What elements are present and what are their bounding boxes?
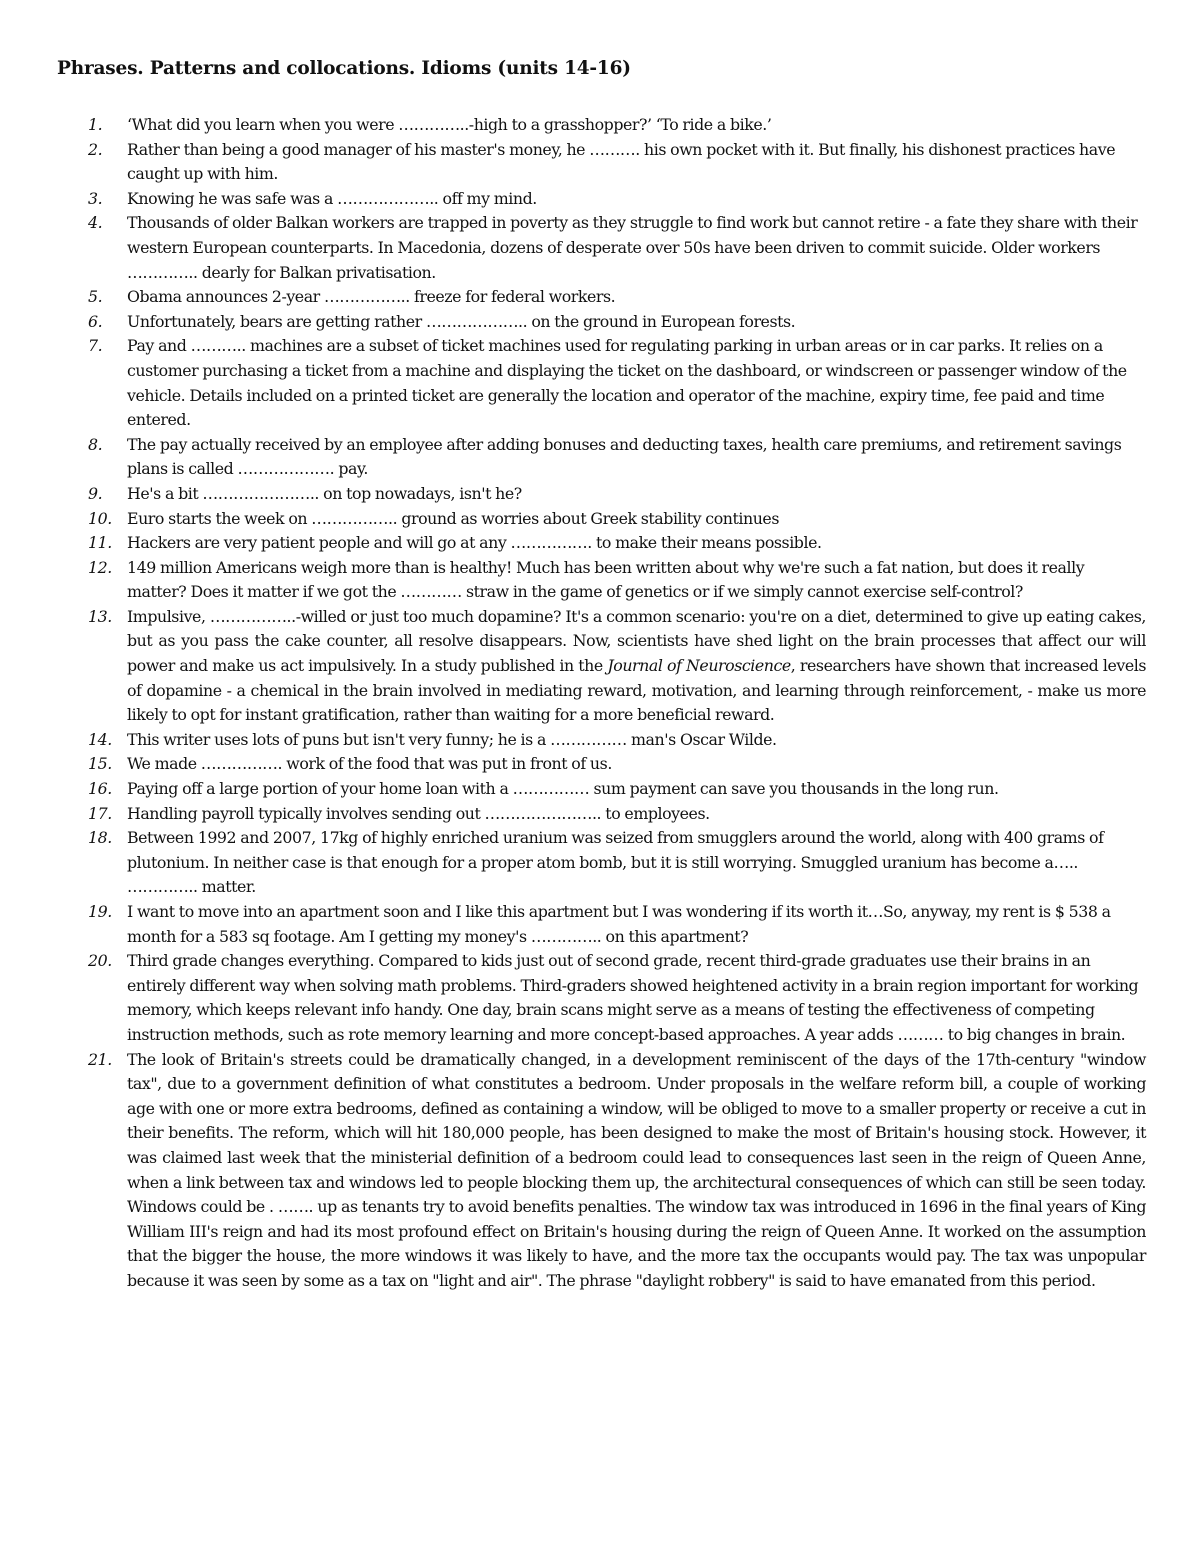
item-text: 149 million Americans weigh more than is healthy! Much has been written about why we're such a fat nation, but does it really matter? Does it matter if we got the ………… straw in the game of genetics or if we simply cannot exercise self-control? <box>127 557 1085 602</box>
exercise-item <box>88 728 1146 753</box>
item-text: Unfortunately, bears are getting rather ……………….. on the ground in European forests. <box>127 311 796 331</box>
item-number: 11. <box>88 533 112 553</box>
exercise-item <box>88 187 1146 212</box>
item-number: 5. <box>88 287 103 307</box>
exercise-item <box>88 1048 1146 1294</box>
item-text: Hackers are very patient people and will go at any ……………. to make their means possible. <box>127 533 822 553</box>
exercise-item <box>88 900 1146 949</box>
exercise-list <box>88 113 1146 1294</box>
exercise-item <box>88 310 1146 335</box>
item-number: 14. <box>88 729 112 749</box>
item-number: 6. <box>88 311 103 331</box>
exercise-item <box>88 334 1146 432</box>
item-number: 8. <box>88 434 103 454</box>
item-text: This writer uses lots of puns but isn't very funny; he is a …………… man's Oscar Wilde. <box>127 729 777 749</box>
item-text: Knowing he was safe was a ……………….. off my mind. <box>127 188 537 208</box>
exercise-item <box>88 605 1146 728</box>
exercise-item <box>88 826 1146 900</box>
exercise-item <box>88 949 1146 1047</box>
item-text: Euro starts the week on …………….. ground as worries about Greek stability continues <box>127 508 779 528</box>
exercise-item <box>88 777 1146 802</box>
item-text: Third grade changes everything. Compared to kids just out of second grade, recent third-grade graduates use their brains in an entirely different way when solving math problems. Third-graders showed heightened activity in a brain region important for working memory, which keeps relevant info handy. One day, brain scans might serve as a means of testing the effectiveness of competing instruction methods, such as rote memory learning and more concept-based approaches. A year adds ……… to big changes in brain. <box>127 951 1139 1044</box>
exercise-item <box>88 482 1146 507</box>
item-text: Rather than being a good manager of his master's money, he ………. his own pocket with it. But finally, his dishonest practices have caught up with him. <box>127 139 1116 184</box>
item-text: Handling payroll typically involves sending out ………………….. to employees. <box>127 803 710 823</box>
item-text: Between 1992 and 2007, 17kg of highly enriched uranium was seized from smugglers around the world, along with 400 grams of plutonium. In neither case is that enough for a proper atom bomb, but it is still worrying. Smuggled uranium has become a….. ………….. matter. <box>127 828 1104 897</box>
item-text: Thousands of older Balkan workers are trapped in poverty as they struggle to find work but cannot retire - a fate they share with their western European counterparts. In Macedonia, dozens of desperate over 50s have been driven to commit suicide. Older workers ………….. dearly for Balkan privatisation. <box>127 213 1138 282</box>
item-text-part: , researchers have shown that increased levels of dopamine - a chemical in the brain involved in mediating reward, motivation, and learning through reinforcement, - make us more likely to opt for instant gratification, rather than waiting for a more beneficial reward. <box>127 656 1146 725</box>
journal-title: Journal of Neuroscience <box>607 656 791 676</box>
exercise-item <box>88 285 1146 310</box>
item-text: We made ……………. work of the food that was put in front of us. <box>127 754 612 774</box>
item-text: ‘What did you learn when you were …………..-high to a grasshopper?’ ‘To ride a bike.’ <box>127 115 772 134</box>
item-text-part: Impulsive, ……………..-willed or just too much dopamine? It's a common scenario: you're on a diet, determined to give up eating cakes, but as you pass the cake counter, all resolve disappears. Now, scientists have shed light on the brain processes that affect our will power and make us act impulsively. In a study published in the <box>127 606 1146 676</box>
item-number: 20. <box>88 951 112 971</box>
exercise-item <box>88 433 1146 482</box>
item-text: He's a bit ………………….. on top nowadays, isn't he? <box>127 483 522 503</box>
item-number: 4. <box>88 213 103 233</box>
item-number: 7. <box>88 336 103 356</box>
item-number: 12. <box>88 557 112 577</box>
item-number: 21. <box>88 1049 112 1069</box>
item-number: 19. <box>88 902 112 921</box>
exercise-item <box>88 531 1146 556</box>
exercise-item <box>88 802 1146 827</box>
item-number: 10. <box>88 508 112 528</box>
item-text: Pay and ……….. machines are a subset of ticket machines used for regulating parking in urban areas or in car parks. It relies on a customer purchasing a ticket from a machine and displaying the ticket on the dashboard, or windscreen or passenger window of the vehicle. Details included on a printed ticket are generally the location and operator of the machine, expiry time, fee paid and time entered. <box>127 336 1127 430</box>
exercise-item <box>88 752 1146 777</box>
item-number: 13. <box>88 606 112 626</box>
item-number: 15. <box>88 754 112 774</box>
item-text <box>127 607 1146 724</box>
item-number: 18. <box>88 828 112 848</box>
item-number: 16. <box>88 779 112 799</box>
item-number: 1. <box>88 115 103 134</box>
exercise-item <box>88 138 1146 187</box>
page-title: Phrases. Patterns and collocations. Idioms (units 14-16) <box>57 58 631 79</box>
item-number: 2. <box>88 139 103 159</box>
item-number: 17. <box>88 803 112 823</box>
exercise-item <box>88 113 1146 138</box>
item-text: The look of Britain's streets could be dramatically changed, in a development reminiscent of the days of the 17th-century "window tax", due to a government definition of what constitutes a bedroom. Under proposals in the welfare reform bill, a couple of working age with one or more extra bedrooms, defined as containing a window, will be obliged to move to a smaller property or receive a cut in their benefits. The reform, which will hit 180,000 people, has been designed to make the most of Britain's housing stock. However, it was claimed last week that the ministerial definition of a bedroom could lead to consequences last seen in the reign of Queen Anne, when a link between tax and windows led to people blocking them up, the architectural consequences of which can still be seen today. Windows could be . ……. up as tenants try to avoid benefits penalties. The window tax was introduced in 1696 in the final years of King William III's reign and had its most profound effect on Britain's housing during the reign of Queen Anne. It worked on the assumption that the bigger the house, the more windows it was likely to have, and the more tax the occupants would pay. The tax was unpopular because it was seen by some as a tax on "light and air". The phrase "daylight robbery" is said to have emanated from this period. <box>127 1049 1146 1290</box>
exercise-item <box>88 556 1146 605</box>
item-number: 3. <box>88 188 103 208</box>
item-text: Paying off a large portion of your home loan with a …………… sum payment can save you thousands in the long run. <box>127 779 999 799</box>
exercise-item <box>88 507 1146 532</box>
item-text: Obama announces 2-year …………….. freeze for federal workers. <box>127 287 616 307</box>
exercise-item <box>88 211 1146 285</box>
item-text: The pay actually received by an employee after adding bonuses and deducting taxes, health care premiums, and retirement savings plans is called ………………. pay. <box>127 434 1122 479</box>
item-number: 9. <box>88 483 103 503</box>
item-text: I want to move into an apartment soon and I like this apartment but I was wondering if its worth it…So, anyway, my rent is $ 538 a month for a 583 sq footage. Am I getting my money's ………….. on this apartment? <box>127 902 1111 946</box>
